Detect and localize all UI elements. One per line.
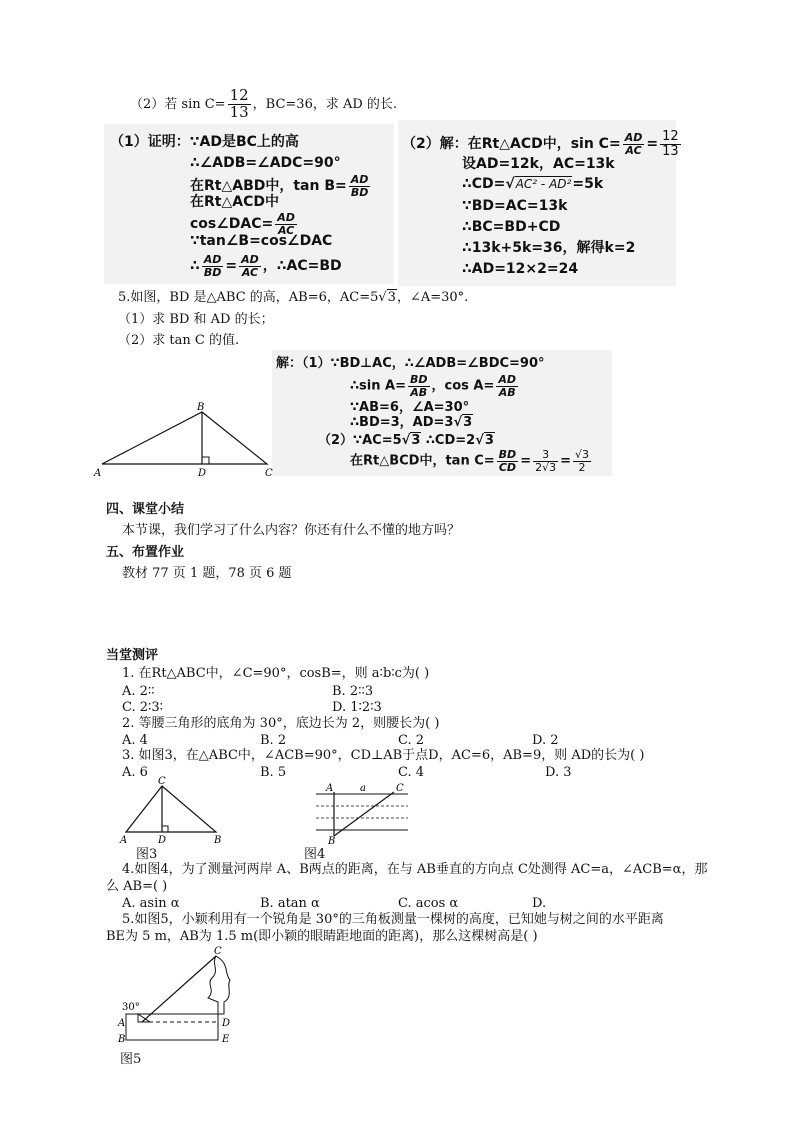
equals-sign: =	[646, 136, 659, 153]
fig3-label-d: D	[158, 835, 167, 846]
q3-option-c: C. 4	[398, 765, 425, 780]
label-d: D	[198, 468, 207, 479]
solution2-line3-post: =5k	[572, 176, 604, 192]
q1-option-a: A. 2∶∶	[122, 684, 155, 699]
solution5-line4-pre: ∴BD=3，AD=3	[350, 415, 454, 430]
fig5-label-e: E	[222, 1034, 230, 1045]
frac-num: AD	[624, 131, 643, 145]
quiz-q3: 3. 如图3，在△ABC中，∠ACB=90°，CD⊥AB于点D，AC=6，AB=9，则 AD的长为( )	[122, 748, 645, 763]
problem5-line2: （1）求 BD 和 AD 的长；	[118, 312, 274, 327]
q4-option-b: B. atan α	[260, 896, 320, 911]
solution2-line6: ∴13k+5k=36，解得k=2	[462, 240, 636, 256]
problem5-line3: （2）求 tan C 的值.	[118, 333, 240, 348]
figure-4	[312, 783, 412, 847]
solution5-line4: ∴BD=3，AD=3√3	[350, 415, 473, 430]
problem5-line1-post: ，∠A=30°.	[396, 290, 469, 305]
proof1-line1: （1）证明：∵AD是BC上的高	[110, 134, 299, 150]
proof1-line7-pre: ∴	[190, 258, 200, 275]
frac-num: 3	[533, 449, 558, 462]
q2-fraction	[228, 88, 251, 121]
quiz-title: 当堂测评	[106, 648, 159, 663]
proof1-line6: ∵tan∠B=cos∠DAC	[190, 233, 333, 249]
solution2-frac-sin	[623, 132, 645, 156]
frac-sina	[408, 374, 430, 398]
frac-den: BD	[203, 265, 222, 279]
proof1-frac-a	[202, 254, 224, 278]
fig3-label-c: C	[158, 776, 166, 787]
solution5-line5: （2）∵AC=5√3 ∴CD=2√3	[318, 433, 494, 448]
proof1-line2: ∴∠ADB=∠ADC=90°	[190, 155, 341, 171]
q1-option-b: B. 2∶∶3	[332, 684, 374, 699]
radicand: 3	[463, 415, 473, 430]
figure-3	[120, 776, 230, 846]
proof1-frac-tanb	[349, 174, 371, 198]
fig3-label-a: A	[120, 835, 128, 846]
proof1-line4: 在Rt△ACD中	[190, 194, 279, 210]
fig5-label-b: B	[118, 1034, 126, 1045]
frac-tanc	[497, 449, 519, 473]
frac-den: CD	[498, 460, 517, 474]
frac-den: AB	[410, 385, 428, 399]
solution5-line2	[350, 374, 520, 398]
triangle-figure-1	[92, 400, 282, 480]
q2-prompt-tail: ，BC=36，求 AD 的长.	[252, 96, 398, 112]
fig5-label-d: D	[222, 1018, 231, 1029]
frac-num: AD	[241, 253, 259, 266]
q3-option-d: D. 3	[545, 765, 572, 780]
solution5-line6-pre: 在Rt△BCD中，tan C=	[350, 453, 495, 469]
frac-den: 2√3	[535, 460, 557, 474]
problem5-line1-pre: 5.如图，BD 是△ABC 的高，AB=6，AC=5	[118, 290, 379, 305]
frac-r3-2	[573, 449, 591, 473]
section5-body: 教材 77 页 1 题，78 页 6 题	[122, 566, 292, 581]
solution2-line7: ∴AD=12×2=24	[462, 261, 579, 277]
solution2-line3: ∴CD=√AC² - AD²=5k	[462, 176, 604, 192]
section5-title: 五、布置作业	[106, 545, 185, 560]
q2-num: 12	[229, 86, 249, 104]
frac-den: 2	[578, 460, 586, 474]
solution5-line5-mid: ∴CD=2	[425, 433, 476, 448]
fig4-caption: 图4	[304, 847, 326, 862]
solution2-line1-text: （2）解：在Rt△ACD中，sin C=	[402, 136, 621, 153]
radicand: 3	[484, 433, 494, 448]
section4-title: 四、课堂小结	[106, 502, 185, 517]
equals-sign: =	[225, 258, 238, 275]
frac-num: BD	[409, 373, 428, 386]
fig5-label-a: A	[118, 1018, 126, 1029]
q1-option-d: D. 1∶2∶3	[332, 700, 382, 715]
solution5-line3: ∵AB=6，∠A=30°	[350, 400, 470, 415]
solution2-line3-pre: ∴CD=	[462, 176, 506, 192]
fig5-caption: 图5	[120, 1052, 142, 1067]
solution5-line2-pre: ∴sin A=	[350, 378, 406, 394]
solution2-line2: 设AD=12k，AC=13k	[462, 156, 615, 172]
fig3-triangle	[126, 786, 216, 832]
frac-den: AC	[625, 143, 642, 157]
frac-num: AD	[498, 373, 517, 386]
equals-sign: =	[520, 453, 532, 469]
frac-den: AB	[498, 385, 516, 399]
solution2-line4: ∵BD=AC=13k	[462, 198, 568, 214]
fig3-caption: 图3	[136, 847, 158, 862]
q2-prompt-text: （2）若 sin C=	[130, 96, 226, 112]
frac-num: √3	[575, 448, 590, 461]
fig5-sight-line	[142, 956, 216, 1022]
q2-option-c: C. 2	[398, 733, 425, 748]
label-a: A	[94, 468, 102, 479]
q2-den: 13	[229, 102, 249, 121]
frac-num: AD	[203, 253, 222, 266]
equals-sign: =	[560, 453, 572, 469]
q4-option-d: D.	[532, 896, 547, 911]
frac-den: AC	[277, 223, 295, 237]
quiz-q2: 2. 等腰三角形的底角为 30°，底边长为 2，则腰长为( )	[122, 716, 440, 731]
solution5-line2-mid: ，cos A=	[431, 378, 495, 394]
solution2-frac-12-13	[660, 130, 681, 158]
frac-den: 13	[662, 143, 679, 159]
right-angle-mark	[202, 457, 209, 464]
section4-body: 本节课，我们学习了什么内容？你还有什么不懂的地方吗？	[122, 523, 461, 538]
proof1-line7	[190, 254, 342, 278]
frac-num: AD	[277, 211, 295, 224]
q2-option-d: D. 2	[532, 733, 559, 748]
quiz-q1: 1. 在Rt△ABC中，∠C=90°，cosB=，则 a∶b∶c为( )	[122, 666, 430, 681]
frac-num: 12	[662, 129, 679, 144]
fig4-label-a-len: a	[360, 783, 366, 794]
solution5-line6	[350, 449, 593, 473]
fig5-ground-rect	[126, 1014, 218, 1040]
frac-cosa	[496, 374, 518, 398]
q4-option-c: C. acos α	[398, 896, 459, 911]
proof1-line3-text: 在Rt△ABD中，tan B=	[190, 178, 347, 195]
fig4-label-b: B	[328, 836, 336, 847]
q3-option-a: A. 6	[122, 765, 148, 780]
figure-5	[116, 944, 246, 1044]
fig3-label-b: B	[214, 835, 222, 846]
fig5-label-angle: 30°	[122, 1002, 140, 1013]
proof1-line5-text: cos∠DAC=	[190, 216, 274, 233]
q2-option-b: B. 2	[260, 733, 287, 748]
radicand: 3	[411, 433, 421, 448]
problem5-line1: 5.如图，BD 是△ABC 的高，AB=6，AC=5√3，∠A=30°.	[118, 290, 469, 305]
solution2-line5: ∴BC=BD+CD	[462, 219, 561, 235]
solution2-line1	[402, 130, 683, 158]
solution5-line5-pre: （2）∵AC=5	[318, 433, 402, 448]
frac-num: BD	[498, 448, 517, 461]
q4-option-a: A. asin α	[122, 896, 180, 911]
q1-option-c: C. 2∶3∶	[122, 700, 164, 715]
frac-3-2r3	[533, 449, 558, 473]
radicand: 3	[387, 290, 396, 305]
solution5-line1: 解：（1）∵BD⊥AC，∴∠ADB=∠BDC=90°	[276, 356, 545, 371]
q3-option-b: B. 5	[260, 765, 287, 780]
tree-icon	[208, 956, 230, 1014]
proof1-line7-post: ，∴AC=BD	[262, 258, 342, 275]
q2-option-a: A. 4	[122, 733, 148, 748]
fig4-line-bc	[334, 792, 394, 836]
fig4-label-c: C	[396, 783, 404, 794]
quiz-q5-line1: 5.如图5，小颖利用有一个锐角是 30°的三角板测量一棵树的高度，已知她与树之间的水平距离	[122, 912, 664, 927]
triangle-abc	[102, 412, 267, 464]
frac-den: AC	[241, 265, 259, 279]
fig3-right-angle	[162, 826, 168, 832]
proof1-frac-b	[239, 254, 261, 278]
quiz-q5-line2: BE为 5 m，AB为 1.5 m(即小颖的眼睛距地面的距离)，那么这棵树高是( )	[106, 929, 538, 944]
quiz-q4-line1: 4.如图4，为了测量河两岸 A、B两点的距离，在与 AB垂直的方向点 C处测得 AC=a，∠ACB=α，那	[122, 862, 708, 877]
frac-num: AD	[350, 173, 369, 186]
fig4-label-a: A	[326, 783, 334, 794]
label-c: C	[265, 468, 273, 479]
fig5-label-c: C	[214, 946, 222, 957]
q2-prompt	[130, 88, 397, 121]
quiz-q4-line2: 么 AB=( )	[106, 879, 168, 894]
radicand: AC² - AD²	[515, 177, 572, 191]
label-b: B	[197, 402, 205, 413]
frac-den: BD	[350, 185, 369, 199]
